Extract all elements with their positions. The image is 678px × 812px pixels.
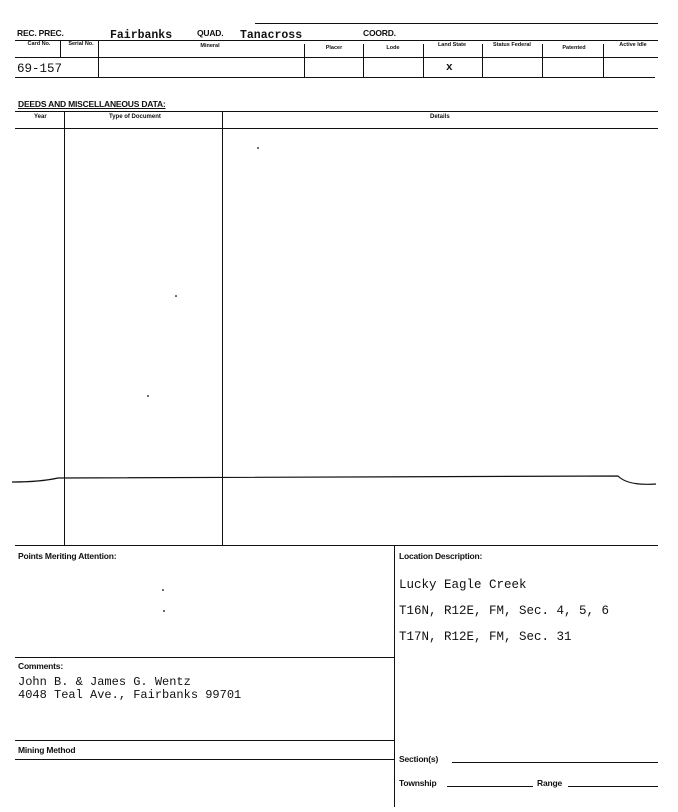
sections-blank	[452, 762, 658, 763]
col-card-no: Card No.	[27, 41, 51, 47]
quad-value: Tanacross	[240, 29, 303, 42]
col-mineral: Mineral	[200, 43, 220, 49]
claim-divider-4	[363, 44, 364, 77]
claim-bottom-rule	[15, 77, 655, 78]
claim-divider-1	[60, 40, 61, 57]
claim-divider-8	[603, 44, 604, 77]
comments-line-2: 4048 Teal Ave., Fairbanks 99701	[18, 688, 242, 702]
speck	[147, 395, 149, 397]
quad-label: QUAD.	[197, 28, 224, 38]
header-rule	[15, 40, 658, 41]
card-no-value: 69-157	[17, 62, 63, 76]
col-lode: Lode	[386, 45, 400, 51]
speck	[175, 295, 177, 297]
lower-top-rule	[15, 545, 658, 546]
location-line-2: T16N, R12E, FM, Sec. 4, 5, 6	[399, 604, 610, 618]
lower-divider	[394, 545, 395, 807]
range-label: Range	[537, 778, 562, 788]
coord-label: COORD.	[363, 28, 396, 38]
mining-top-rule	[15, 740, 394, 741]
deeds-col-details: Details	[430, 114, 450, 120]
speck	[257, 147, 259, 149]
comments-label: Comments:	[18, 661, 63, 671]
deeds-top-rule	[15, 111, 658, 112]
col-status-federal: Status Federal	[493, 42, 531, 48]
comments-line-1: John B. & James G. Wentz	[18, 675, 191, 689]
mining-label: Mining Method	[18, 745, 76, 755]
col-placer: Placer	[325, 45, 343, 51]
claim-divider-6	[482, 44, 483, 77]
speck	[162, 589, 164, 591]
mining-bottom-rule	[15, 759, 394, 760]
col-serial-no: Serial No.	[68, 41, 94, 47]
location-label: Location Description:	[399, 551, 483, 561]
comments-top-rule	[15, 657, 394, 658]
rec-prec-value: Fairbanks	[110, 29, 173, 42]
township-blank	[447, 786, 533, 787]
claim-divider-3	[304, 44, 305, 77]
deeds-header-rule	[15, 128, 658, 129]
rec-prec-label: REC. PREC.	[17, 28, 64, 38]
land-state-value: x	[446, 62, 453, 74]
range-blank	[568, 786, 658, 787]
deeds-col-type: Type of Document	[109, 114, 161, 120]
location-line-1: Lucky Eagle Creek	[399, 578, 527, 592]
top-rule	[255, 23, 658, 24]
deeds-col-year: Year	[34, 114, 47, 120]
col-patented: Patented	[562, 45, 586, 51]
township-label: Township	[399, 778, 437, 788]
sections-label: Section(s)	[399, 754, 439, 764]
claim-divider-2	[98, 40, 99, 77]
deeds-title: DEEDS AND MISCELLANEOUS DATA:	[18, 99, 166, 109]
points-label: Points Meriting Attention:	[18, 551, 117, 561]
claim-divider-5	[423, 44, 424, 77]
col-land-state: Land State	[437, 42, 467, 48]
location-line-3: T17N, R12E, FM, Sec. 31	[399, 630, 572, 644]
claim-header-rule	[15, 57, 658, 58]
col-active-idle: Active Idle	[619, 42, 647, 48]
claim-divider-7	[542, 44, 543, 77]
page-seam-line	[0, 468, 678, 498]
speck	[163, 610, 165, 612]
